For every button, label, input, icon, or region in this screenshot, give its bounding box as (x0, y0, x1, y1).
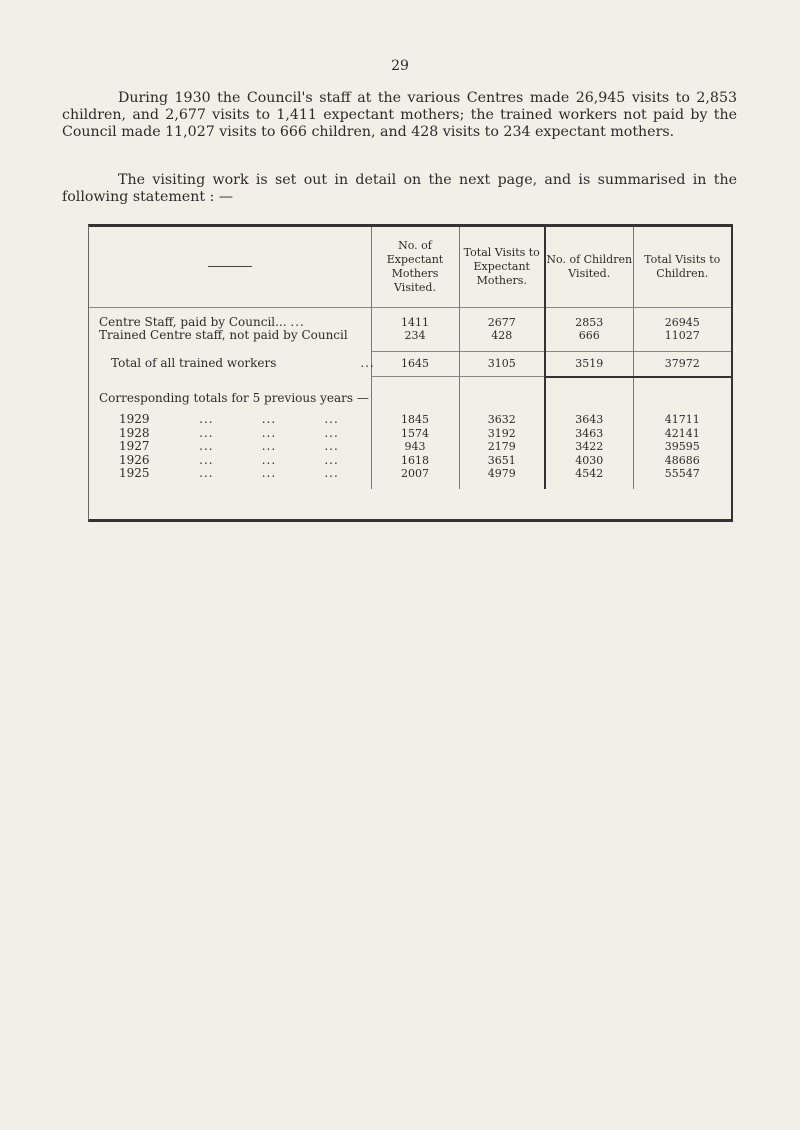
table-cell: 26945 (633, 316, 731, 330)
row-label: Centre Staff, paid by Council... (99, 314, 287, 329)
year-label: 1925 (119, 466, 150, 480)
table-cell: 666 (545, 329, 633, 343)
summary-intro-paragraph: The visiting work is set out in detail on the next page, and is summarised in the following statement : — (62, 172, 737, 205)
table-cell: 42141 (633, 427, 731, 441)
table-cell: 2007 (371, 467, 459, 481)
table-cell: 4979 (459, 467, 545, 481)
table-cell: 41711 (633, 413, 731, 427)
table-cell: 3105 (459, 351, 545, 377)
table-cell: 3651 (459, 454, 545, 468)
table-cell: 3463 (545, 427, 633, 441)
header-dash (208, 266, 252, 267)
table-cell: 943 (371, 440, 459, 454)
table-cell: 3643 (545, 413, 633, 427)
year-label: 1929 (119, 412, 150, 426)
year-label: 1926 (119, 452, 150, 467)
header-children-visited: No. of Children Visited. (545, 227, 633, 307)
table-cell: 3519 (545, 351, 633, 377)
table-cell: 4542 (545, 467, 633, 481)
total-label: Total of all trained workers (111, 356, 277, 370)
table-row (89, 440, 731, 454)
table-cell: 2179 (459, 440, 545, 454)
leader-dots: ... (290, 314, 305, 329)
table-row (89, 316, 731, 330)
table-cell: 1845 (371, 413, 459, 427)
table-row (89, 329, 731, 343)
header-visits-to-children: Total Visits to Children. (633, 227, 731, 307)
total-row (89, 351, 731, 377)
table-row (89, 413, 731, 427)
table-cell: 37972 (633, 351, 731, 377)
previous-years-heading-row (89, 392, 731, 406)
leader-dots: ... ... ... (199, 425, 339, 440)
table-row (89, 454, 731, 468)
year-label: 1927 (119, 439, 150, 453)
header-mothers-visited: No. of Expectant Mothers Visited. (371, 227, 459, 307)
table-cell: 11027 (633, 329, 731, 343)
summary-table-frame (88, 224, 733, 522)
table-cell: 3422 (545, 440, 633, 454)
leader-dots: ... ... ... (199, 439, 339, 453)
table-cell: 1411 (371, 316, 459, 330)
table-row (89, 427, 731, 441)
year-label: 1928 (119, 425, 150, 440)
table-cell: 2677 (459, 316, 545, 330)
table-cell: 48686 (633, 454, 731, 468)
header-blank (89, 227, 371, 307)
header-visits-to-mothers: Total Visits to Expectant Mothers. (459, 227, 545, 307)
table-cell: 1618 (371, 454, 459, 468)
leader-dots: ... (360, 356, 375, 370)
leader-dots: ... ... ... (199, 452, 339, 467)
table-cell: 2853 (545, 316, 633, 330)
table-cell: 4030 (545, 454, 633, 468)
table-cell: 39595 (633, 440, 731, 454)
previous-years-heading: Corresponding totals for 5 previous years — (99, 390, 369, 405)
table-cell: 3192 (459, 427, 545, 441)
table-cell: 3632 (459, 413, 545, 427)
table-row (89, 467, 731, 481)
table-cell: 55547 (633, 467, 731, 481)
intro-paragraph: During 1930 the Council's staff at the various Centres made 26,945 visits to 2,853 children, and 2,677 visits to 1,411 expectant mothers; the trained workers not paid by the Council made 11,027 visits to 666 children, and 428 visits to 234 expectant mothers. (62, 90, 737, 140)
table-cell: 234 (371, 329, 459, 343)
leader-dots: ... ... ... (199, 466, 339, 480)
table-cell: 1645 (371, 351, 459, 377)
leader-dots: ... ... ... (199, 412, 339, 426)
page-number: 29 (391, 58, 409, 74)
table-cell: 1574 (371, 427, 459, 441)
summary-table (89, 227, 731, 489)
row-label: Trained Centre staff, not paid by Council (99, 328, 348, 342)
table-cell: 428 (459, 329, 545, 343)
